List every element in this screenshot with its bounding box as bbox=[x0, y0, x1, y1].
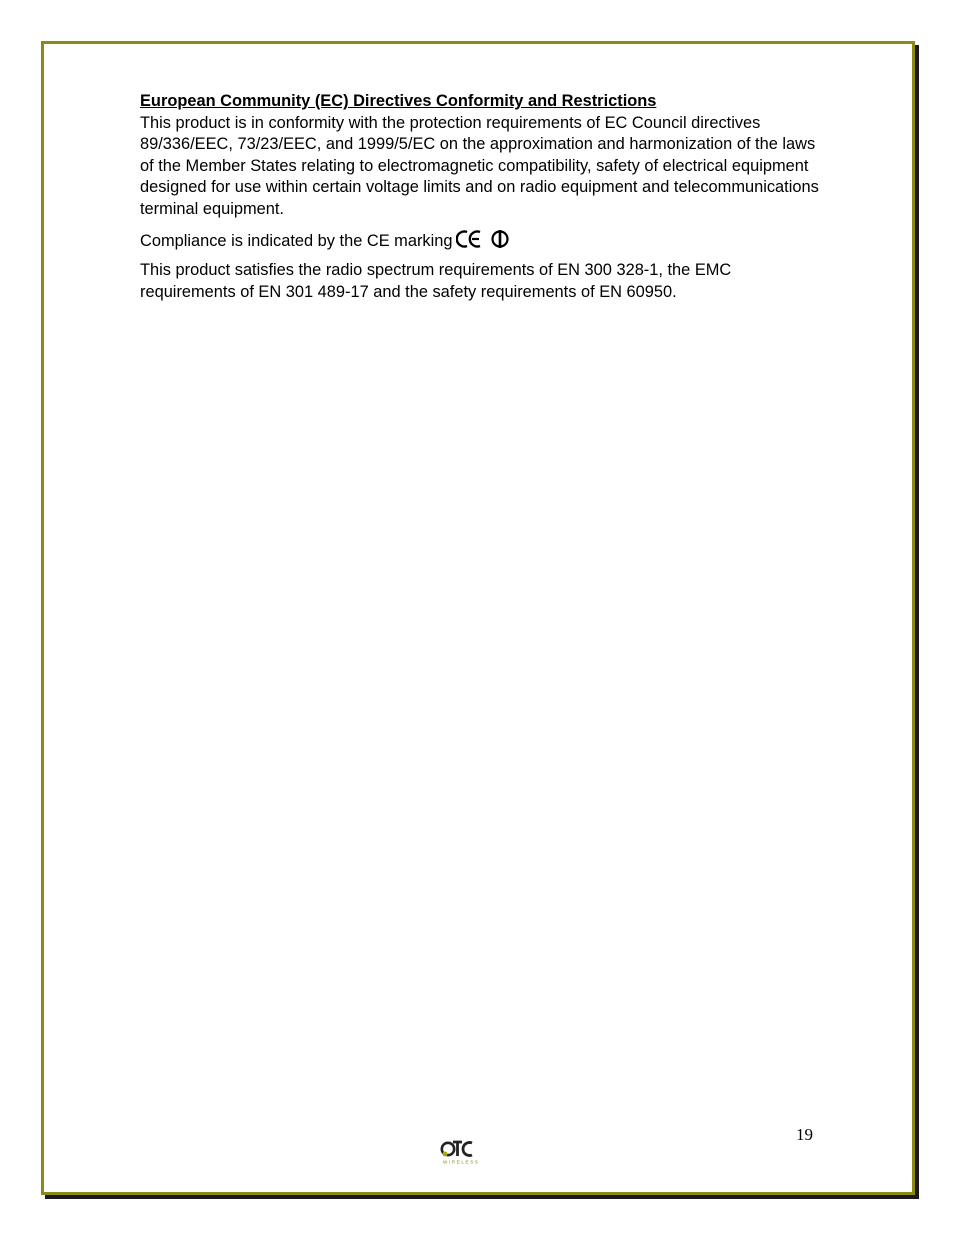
logo-subtext: WIRELESS bbox=[443, 1159, 480, 1165]
qtc-wireless-logo bbox=[439, 1139, 491, 1165]
compliance-line bbox=[140, 229, 820, 253]
compliance-text: Compliance is indicated by the CE marking bbox=[140, 231, 453, 250]
class-2-alert-icon bbox=[493, 230, 508, 248]
standards-paragraph: This product satisfies the radio spectrum requirements of EN 300 328-1, the EMC requirements of EN 301 489-17 and the safety requirements of EN 60950. bbox=[140, 261, 732, 301]
conformity-paragraph: This product is in conformity with the protection requirements of EC Council directives 89/336/EEC, 73/23/EEC, and 1999/5/EC on the approximation and harmonization of the laws of the Member States relating to electromagnetic compatibility, safety of electrical equipment designed for use within certain voltage limits and on radio equipment and telecommunications terminal equipment. bbox=[140, 113, 819, 218]
page-number: 19 bbox=[796, 1125, 813, 1144]
document-body bbox=[140, 91, 820, 303]
section-heading: European Community (EC) Directives Conformity and Restrictions bbox=[140, 92, 657, 110]
ce-mark-icon bbox=[456, 229, 514, 249]
logo-icon bbox=[442, 1142, 472, 1156]
